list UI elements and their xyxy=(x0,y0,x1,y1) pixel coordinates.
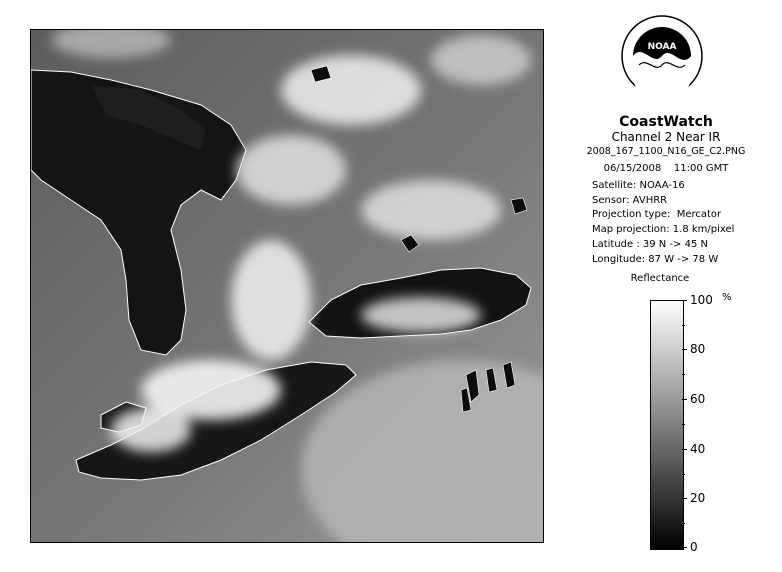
file-name: 2008_167_1100_N16_GE_C2.PNG xyxy=(586,146,746,157)
colorbar-label-100: 100 xyxy=(690,293,713,307)
colorbar-label-0: 0 xyxy=(690,540,698,554)
noaa-logo xyxy=(621,15,703,97)
colorbar-minor-tick xyxy=(682,325,685,326)
noaa-logo-icon xyxy=(621,15,703,97)
colorbar xyxy=(650,300,684,550)
map-projection-label: Map projection: 1.8 km/pixel xyxy=(592,224,735,235)
colorbar-label-20: 20 xyxy=(690,491,706,505)
colorbar-label-40: 40 xyxy=(690,442,706,456)
latitude-label: Latitude : 39 N -> 45 N xyxy=(592,239,708,250)
colorbar-minor-tick xyxy=(682,424,685,425)
colorbar-unit: % xyxy=(722,292,732,303)
colorbar-tick xyxy=(682,300,687,301)
brand-title: CoastWatch xyxy=(619,114,713,130)
colorbar-tick xyxy=(682,449,687,450)
projection-type-label: Projection type: Mercator xyxy=(592,209,722,220)
colorbar-tick xyxy=(682,349,687,350)
channel-name: Channel 2 Near IR xyxy=(611,130,721,144)
colorbar-minor-tick xyxy=(682,374,685,375)
date-time: 06/15/2008 11:00 GMT xyxy=(603,163,729,174)
noaa-logo-text: NOAA xyxy=(647,42,677,52)
colorbar-minor-tick xyxy=(682,474,685,475)
colorbar-tick xyxy=(682,399,687,400)
map-image-icon xyxy=(31,30,543,542)
colorbar-label-60: 60 xyxy=(690,392,706,406)
satellite-map xyxy=(30,29,544,543)
colorbar-tick xyxy=(682,547,687,548)
colorbar-tick xyxy=(682,498,687,499)
longitude-label: Longitude: 87 W -> 78 W xyxy=(592,254,719,265)
colorbar-label-80: 80 xyxy=(690,342,706,356)
colorbar-minor-tick xyxy=(682,523,685,524)
colorbar-title: Reflectance xyxy=(630,273,690,284)
satellite-label: Satellite: NOAA-16 xyxy=(592,180,685,191)
sensor-label: Sensor: AVHRR xyxy=(592,195,668,206)
